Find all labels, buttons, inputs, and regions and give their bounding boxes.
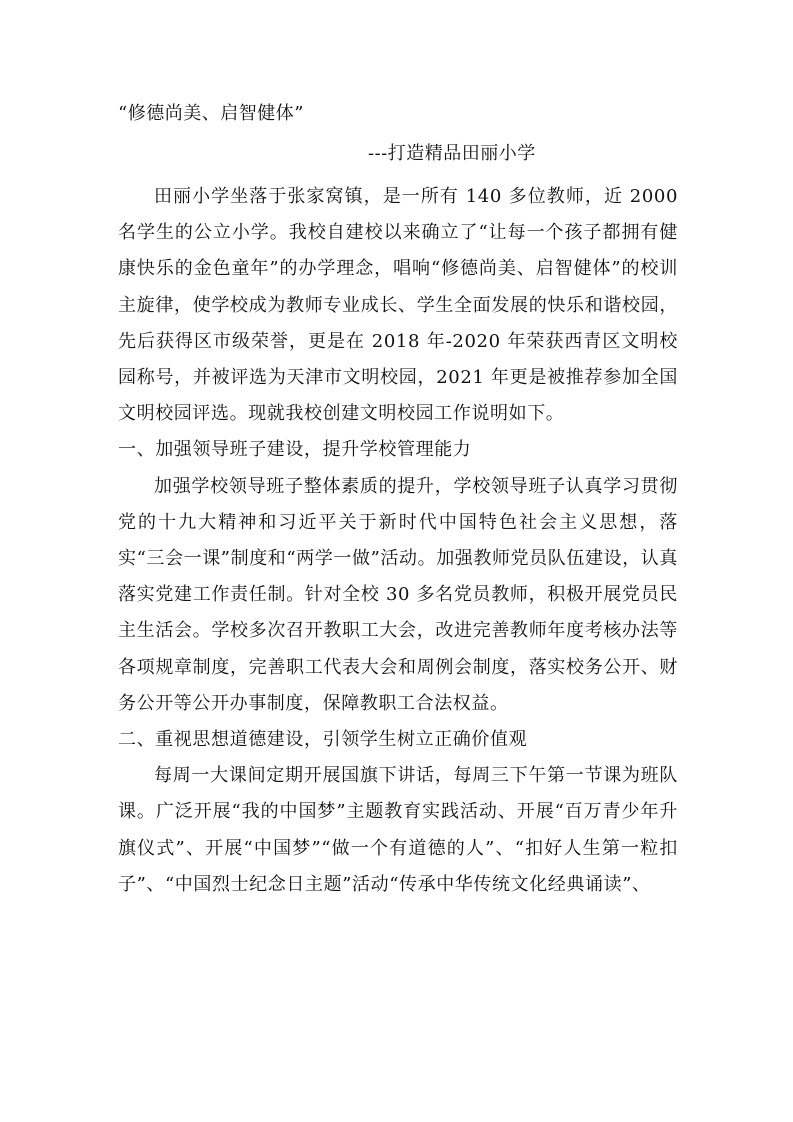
section-heading-1: 一、加强领导班子建设，提升学校管理能力 [118, 439, 472, 461]
intro-paragraph: 田丽小学坐落于张家窝镇，是一所有 140 多位教师，近 2000 名学生的公立小学。我校自建校以来确立了“让每一个孩子都拥有健康快乐的金色童年”的办学理念，唱响“修德尚美、启智健体”的校训主旋律，使学校成为教师专业成长、学生全面发展的快乐和谐校园，先后获得区市级荣誉，更是在 2018 年-2020 年荣获西青区文明校园称号，并被评选为天津市文明校园，2021 年更是被推荐参加全国文明校园评选。现就我校创建文明校园工作说明如下。 [118, 186, 679, 425]
document-title: “修德尚美、启智健体” [118, 103, 304, 124]
section-heading-2: 二、重视思想道德建设，引领学生树立正确价值观 [118, 729, 528, 751]
document-body [118, 95, 678, 903]
document-subtitle: ---打造精品田丽小学 [368, 143, 536, 164]
section-paragraph-2: 每周一大课间定期开展国旗下讲话，每周三下午第一节课为班队课。广泛开展“我的中国梦”主题教育实践活动、开展“百万青少年升旗仪式”、开展“中国梦”“做一个有道德的人”、“扣好人生第一粒扣子”、“中国烈士纪念日主题”活动“传承中华传统文化经典诵读”、 [118, 765, 678, 895]
section-paragraph-1: 加强学校领导班子整体素质的提升，学校领导班子认真学习贯彻党的十九大精神和习近平关于新时代中国特色社会主义思想，落实“三会一课”制度和“两学一做”活动。加强教师党员队伍建设，认真落实党建工作责任制。针对全校 30 多名党员教师，积极开展党员民主生活会。学校多次召开教职工大会，改进完善教师年度考核办法等各项规章制度，完善职工代表大会和周例会制度，落实校务公开、财务公开等公开办事制度，保障教职工合法权益。 [118, 475, 679, 714]
